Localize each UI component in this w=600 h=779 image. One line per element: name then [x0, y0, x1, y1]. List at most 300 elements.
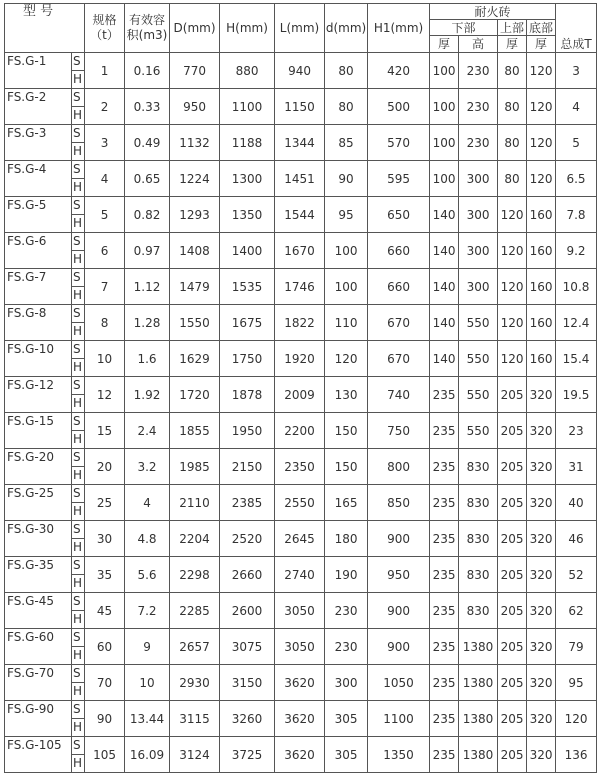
total-cell: 6.5	[556, 161, 597, 197]
L-cell: 2009	[275, 377, 325, 413]
bottom-thick-cell: 320	[527, 665, 556, 701]
sh-label-s: S	[72, 485, 84, 503]
H-cell: 3075	[220, 629, 275, 665]
spec-cell: 1	[85, 53, 125, 89]
model-cell: FS.G-35	[5, 557, 72, 593]
sh-label-s: S	[72, 341, 84, 359]
total-cell: 7.8	[556, 197, 597, 233]
sh-label-h: H	[73, 576, 83, 590]
bottom-thick-cell: 120	[527, 161, 556, 197]
sh-label-h: H	[73, 288, 83, 302]
sh-label-s: S	[72, 377, 84, 395]
bottom-thick-cell: 320	[527, 521, 556, 557]
H1-cell: 660	[368, 269, 430, 305]
H1-cell: 670	[368, 305, 430, 341]
H1-cell: 500	[368, 89, 430, 125]
model-cell: FS.G-4	[5, 161, 72, 197]
lower-thick-cell: 100	[430, 125, 459, 161]
total-cell: 3	[556, 53, 597, 89]
sh-cell	[72, 377, 85, 413]
volume-cell: 1.12	[125, 269, 170, 305]
D-cell: 1550	[170, 305, 220, 341]
model-cell: FS.G-105	[5, 737, 72, 773]
spec-cell: 20	[85, 449, 125, 485]
model-cell: FS.G-3	[5, 125, 72, 161]
volume-cell: 0.16	[125, 53, 170, 89]
spec-cell: 30	[85, 521, 125, 557]
sh-label-h: H	[73, 756, 83, 770]
upper-thick-cell: 205	[498, 629, 527, 665]
spec-cell: 4	[85, 161, 125, 197]
sh-label-h: H	[73, 684, 83, 698]
lower-high-cell: 550	[459, 377, 498, 413]
spec-cell: 25	[85, 485, 125, 521]
volume-cell: 4.8	[125, 521, 170, 557]
volume-cell: 0.49	[125, 125, 170, 161]
table-row	[5, 53, 597, 89]
model-cell: FS.G-5	[5, 197, 72, 233]
D-cell: 2657	[170, 629, 220, 665]
total-cell: 9.2	[556, 233, 597, 269]
L-cell: 940	[275, 53, 325, 89]
H1-cell: 740	[368, 377, 430, 413]
total-cell: 19.5	[556, 377, 597, 413]
d-cell: 305	[325, 737, 368, 773]
sh-cell	[72, 557, 85, 593]
D-cell: 1408	[170, 233, 220, 269]
lower-thick-cell: 100	[430, 161, 459, 197]
bottom-thick-cell: 160	[527, 197, 556, 233]
L-cell: 1920	[275, 341, 325, 377]
total-cell: 12.4	[556, 305, 597, 341]
bottom-thick-cell: 160	[527, 269, 556, 305]
bottom-thick-cell: 120	[527, 125, 556, 161]
table-row	[5, 701, 597, 737]
H1-cell: 570	[368, 125, 430, 161]
table-body	[5, 53, 597, 773]
sh-label-s: S	[72, 413, 84, 431]
lower-thick-cell: 235	[430, 737, 459, 773]
H1-cell: 660	[368, 233, 430, 269]
lower-thick-cell: 140	[430, 305, 459, 341]
lower-thick-cell: 140	[430, 197, 459, 233]
bottom-thick-cell: 320	[527, 701, 556, 737]
sh-label-h: H	[73, 432, 83, 446]
volume-cell: 5.6	[125, 557, 170, 593]
H-cell: 880	[220, 53, 275, 89]
upper-thick-cell: 205	[498, 449, 527, 485]
upper-thick-cell: 80	[498, 53, 527, 89]
model-cell: FS.G-20	[5, 449, 72, 485]
volume-cell: 7.2	[125, 593, 170, 629]
lower-high-cell: 550	[459, 341, 498, 377]
H-cell: 3260	[220, 701, 275, 737]
D-cell: 3124	[170, 737, 220, 773]
model-cell: FS.G-8	[5, 305, 72, 341]
total-cell: 4	[556, 89, 597, 125]
upper-thick-cell: 205	[498, 521, 527, 557]
sh-cell	[72, 449, 85, 485]
bottom-thick-cell: 320	[527, 377, 556, 413]
lower-high-cell: 830	[459, 557, 498, 593]
D-cell: 2285	[170, 593, 220, 629]
upper-thick-cell: 205	[498, 665, 527, 701]
sh-cell	[72, 161, 85, 197]
H-cell: 2385	[220, 485, 275, 521]
sh-label-s: S	[72, 197, 84, 215]
header-upper-thick: 厚	[498, 36, 527, 53]
lower-thick-cell: 235	[430, 413, 459, 449]
spec-cell: 12	[85, 377, 125, 413]
sh-label-h: H	[73, 504, 83, 518]
sh-cell	[72, 485, 85, 521]
sh-cell	[72, 413, 85, 449]
header-h1: H1(mm)	[368, 4, 430, 53]
sh-label-s: S	[72, 629, 84, 647]
L-cell: 1451	[275, 161, 325, 197]
H1-cell: 900	[368, 521, 430, 557]
sh-label-h: H	[73, 612, 83, 626]
D-cell: 1293	[170, 197, 220, 233]
header-model: 型 号	[5, 4, 85, 53]
d-cell: 80	[325, 53, 368, 89]
header-refractory: 耐火砖	[430, 4, 556, 20]
total-cell: 15.4	[556, 341, 597, 377]
lower-thick-cell: 100	[430, 89, 459, 125]
lower-high-cell: 300	[459, 161, 498, 197]
L-cell: 3620	[275, 737, 325, 773]
d-cell: 150	[325, 449, 368, 485]
upper-thick-cell: 205	[498, 593, 527, 629]
header-lower-thick: 厚	[430, 36, 459, 53]
lower-high-cell: 830	[459, 449, 498, 485]
H1-cell: 595	[368, 161, 430, 197]
d-cell: 110	[325, 305, 368, 341]
volume-cell: 10	[125, 665, 170, 701]
H-cell: 1950	[220, 413, 275, 449]
model-cell: FS.G-70	[5, 665, 72, 701]
total-cell: 10.8	[556, 269, 597, 305]
sh-label-s: S	[72, 737, 84, 755]
L-cell: 2550	[275, 485, 325, 521]
model-cell: FS.G-90	[5, 701, 72, 737]
volume-cell: 1.6	[125, 341, 170, 377]
upper-thick-cell: 205	[498, 485, 527, 521]
H-cell: 1350	[220, 197, 275, 233]
spec-cell: 8	[85, 305, 125, 341]
sh-label-h: H	[73, 468, 83, 482]
d-cell: 150	[325, 413, 368, 449]
model-cell: FS.G-60	[5, 629, 72, 665]
spec-cell: 60	[85, 629, 125, 665]
lower-thick-cell: 140	[430, 341, 459, 377]
table-row	[5, 629, 597, 665]
volume-cell: 0.97	[125, 233, 170, 269]
table-row	[5, 341, 597, 377]
L-cell: 1344	[275, 125, 325, 161]
sh-label-s: S	[72, 557, 84, 575]
D-cell: 1224	[170, 161, 220, 197]
volume-cell: 16.09	[125, 737, 170, 773]
d-cell: 120	[325, 341, 368, 377]
header-d-outer: D(mm)	[170, 4, 220, 53]
upper-thick-cell: 80	[498, 125, 527, 161]
sh-label-h: H	[73, 648, 83, 662]
sh-label-s: S	[72, 593, 84, 611]
sh-cell	[72, 233, 85, 269]
sh-cell	[72, 665, 85, 701]
lower-high-cell: 830	[459, 485, 498, 521]
spec-cell: 5	[85, 197, 125, 233]
upper-thick-cell: 205	[498, 737, 527, 773]
H1-cell: 1050	[368, 665, 430, 701]
table-row	[5, 413, 597, 449]
H-cell: 2150	[220, 449, 275, 485]
volume-cell: 0.33	[125, 89, 170, 125]
H1-cell: 950	[368, 557, 430, 593]
spec-cell: 2	[85, 89, 125, 125]
d-cell: 165	[325, 485, 368, 521]
H-cell: 2600	[220, 593, 275, 629]
sh-cell	[72, 701, 85, 737]
table-row	[5, 485, 597, 521]
header-upper: 上部	[498, 20, 527, 36]
header-volume: 有效容积(m3)	[125, 4, 170, 53]
lower-thick-cell: 235	[430, 701, 459, 737]
d-cell: 85	[325, 125, 368, 161]
D-cell: 2930	[170, 665, 220, 701]
L-cell: 2200	[275, 413, 325, 449]
d-cell: 100	[325, 269, 368, 305]
lower-thick-cell: 235	[430, 377, 459, 413]
sh-label-s: S	[72, 521, 84, 539]
bottom-thick-cell: 320	[527, 737, 556, 773]
sh-cell	[72, 593, 85, 629]
lower-high-cell: 1380	[459, 665, 498, 701]
sh-cell	[72, 197, 85, 233]
lower-thick-cell: 235	[430, 593, 459, 629]
upper-thick-cell: 80	[498, 161, 527, 197]
spec-cell: 6	[85, 233, 125, 269]
total-cell: 136	[556, 737, 597, 773]
H1-cell: 650	[368, 197, 430, 233]
H1-cell: 670	[368, 341, 430, 377]
model-cell: FS.G-30	[5, 521, 72, 557]
model-cell: FS.G-6	[5, 233, 72, 269]
L-cell: 1746	[275, 269, 325, 305]
H1-cell: 750	[368, 413, 430, 449]
D-cell: 1132	[170, 125, 220, 161]
header-d-inner: d(mm)	[325, 4, 368, 53]
L-cell: 3620	[275, 701, 325, 737]
spec-cell: 35	[85, 557, 125, 593]
H1-cell: 420	[368, 53, 430, 89]
H1-cell: 850	[368, 485, 430, 521]
model-cell: FS.G-7	[5, 269, 72, 305]
d-cell: 305	[325, 701, 368, 737]
H-cell: 1400	[220, 233, 275, 269]
d-cell: 100	[325, 233, 368, 269]
lower-high-cell: 230	[459, 89, 498, 125]
upper-thick-cell: 205	[498, 377, 527, 413]
spec-cell: 45	[85, 593, 125, 629]
lower-high-cell: 830	[459, 593, 498, 629]
header-l: L(mm)	[275, 4, 325, 53]
spec-cell: 70	[85, 665, 125, 701]
sh-cell	[72, 53, 85, 89]
total-cell: 95	[556, 665, 597, 701]
table-row	[5, 593, 597, 629]
model-cell: FS.G-2	[5, 89, 72, 125]
H-cell: 1100	[220, 89, 275, 125]
sh-label-s: S	[72, 233, 84, 251]
H1-cell: 900	[368, 593, 430, 629]
table-row	[5, 557, 597, 593]
D-cell: 1720	[170, 377, 220, 413]
bottom-thick-cell: 320	[527, 629, 556, 665]
upper-thick-cell: 205	[498, 701, 527, 737]
bottom-thick-cell: 320	[527, 593, 556, 629]
H-cell: 2660	[220, 557, 275, 593]
specification-table	[4, 3, 597, 773]
sh-label-h: H	[73, 540, 83, 554]
header-spec: 规格（t）	[85, 4, 125, 53]
bottom-thick-cell: 320	[527, 449, 556, 485]
total-cell: 5	[556, 125, 597, 161]
lower-high-cell: 830	[459, 521, 498, 557]
sh-label-h: H	[73, 144, 83, 158]
d-cell: 180	[325, 521, 368, 557]
D-cell: 1985	[170, 449, 220, 485]
D-cell: 2110	[170, 485, 220, 521]
volume-cell: 0.82	[125, 197, 170, 233]
H-cell: 1878	[220, 377, 275, 413]
bottom-thick-cell: 320	[527, 557, 556, 593]
upper-thick-cell: 120	[498, 197, 527, 233]
sh-label-s: S	[72, 53, 84, 71]
sh-label-s: S	[72, 665, 84, 683]
lower-high-cell: 1380	[459, 701, 498, 737]
H-cell: 3725	[220, 737, 275, 773]
sh-label-s: S	[72, 125, 84, 143]
sh-label-h: H	[73, 396, 83, 410]
spec-cell: 105	[85, 737, 125, 773]
H1-cell: 800	[368, 449, 430, 485]
model-cell: FS.G-10	[5, 341, 72, 377]
H-cell: 1300	[220, 161, 275, 197]
table-row	[5, 161, 597, 197]
L-cell: 3050	[275, 629, 325, 665]
bottom-thick-cell: 160	[527, 233, 556, 269]
lower-high-cell: 550	[459, 413, 498, 449]
table-row	[5, 89, 597, 125]
lower-high-cell: 1380	[459, 737, 498, 773]
volume-cell: 3.2	[125, 449, 170, 485]
table-row	[5, 305, 597, 341]
L-cell: 2645	[275, 521, 325, 557]
L-cell: 1150	[275, 89, 325, 125]
D-cell: 3115	[170, 701, 220, 737]
table-row	[5, 233, 597, 269]
upper-thick-cell: 205	[498, 557, 527, 593]
H1-cell: 1100	[368, 701, 430, 737]
lower-thick-cell: 100	[430, 53, 459, 89]
D-cell: 950	[170, 89, 220, 125]
H1-cell: 900	[368, 629, 430, 665]
volume-cell: 1.92	[125, 377, 170, 413]
spec-cell: 7	[85, 269, 125, 305]
L-cell: 2350	[275, 449, 325, 485]
total-cell: 23	[556, 413, 597, 449]
volume-cell: 1.28	[125, 305, 170, 341]
sh-label-s: S	[72, 449, 84, 467]
H-cell: 1188	[220, 125, 275, 161]
model-cell: FS.G-15	[5, 413, 72, 449]
d-cell: 230	[325, 629, 368, 665]
lower-thick-cell: 235	[430, 629, 459, 665]
upper-thick-cell: 120	[498, 305, 527, 341]
total-cell: 62	[556, 593, 597, 629]
table-row	[5, 449, 597, 485]
sh-cell	[72, 521, 85, 557]
d-cell: 90	[325, 161, 368, 197]
table-row	[5, 197, 597, 233]
sh-label-h: H	[73, 324, 83, 338]
lower-thick-cell: 235	[430, 485, 459, 521]
bottom-thick-cell: 120	[527, 53, 556, 89]
D-cell: 1479	[170, 269, 220, 305]
bottom-thick-cell: 320	[527, 485, 556, 521]
sh-label-h: H	[73, 252, 83, 266]
sh-label-h: H	[73, 108, 83, 122]
lower-thick-cell: 140	[430, 269, 459, 305]
model-cell: FS.G-1	[5, 53, 72, 89]
table-row	[5, 377, 597, 413]
spec-cell: 10	[85, 341, 125, 377]
lower-thick-cell: 235	[430, 449, 459, 485]
total-cell: 31	[556, 449, 597, 485]
d-cell: 130	[325, 377, 368, 413]
upper-thick-cell: 120	[498, 233, 527, 269]
model-cell: FS.G-12	[5, 377, 72, 413]
d-cell: 300	[325, 665, 368, 701]
sh-cell	[72, 737, 85, 773]
lower-high-cell: 300	[459, 233, 498, 269]
header-lower: 下部	[430, 20, 498, 36]
lower-high-cell: 1380	[459, 629, 498, 665]
table-row	[5, 521, 597, 557]
volume-cell: 9	[125, 629, 170, 665]
spec-cell: 90	[85, 701, 125, 737]
total-cell: 79	[556, 629, 597, 665]
spec-cell: 3	[85, 125, 125, 161]
sh-label-s: S	[72, 161, 84, 179]
upper-thick-cell: 80	[498, 89, 527, 125]
sh-label-h: H	[73, 180, 83, 194]
header-h: H(mm)	[220, 4, 275, 53]
header-lower-high: 高	[459, 36, 498, 53]
L-cell: 3050	[275, 593, 325, 629]
sh-label-s: S	[72, 89, 84, 107]
lower-thick-cell: 140	[430, 233, 459, 269]
D-cell: 1629	[170, 341, 220, 377]
lower-high-cell: 300	[459, 269, 498, 305]
lower-high-cell: 300	[459, 197, 498, 233]
volume-cell: 4	[125, 485, 170, 521]
sh-cell	[72, 89, 85, 125]
lower-thick-cell: 235	[430, 557, 459, 593]
lower-thick-cell: 235	[430, 665, 459, 701]
